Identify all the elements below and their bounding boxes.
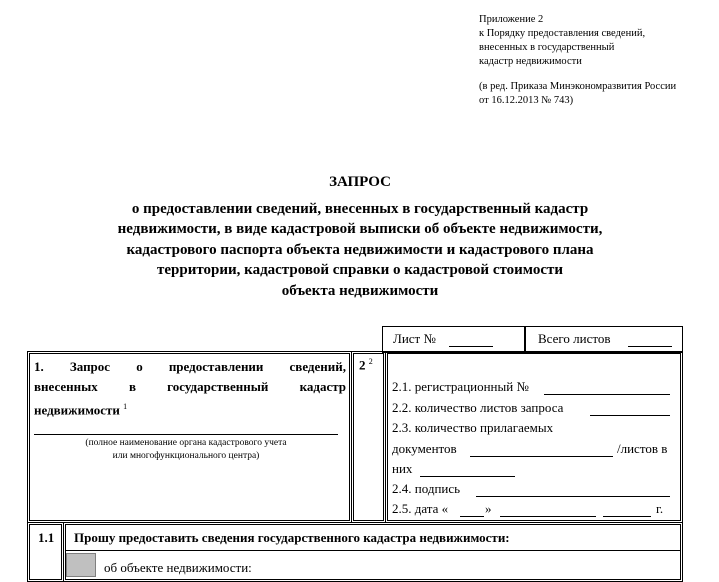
date-month-field[interactable] [500,516,596,517]
title-line: территории, кадастровой справки о кадастровой стоимости [157,262,563,278]
pages-field[interactable] [590,415,670,416]
footnote-mark: 2 [368,357,373,366]
decree-line: (в ред. Приказа Минэкономразвития России [479,81,677,92]
decree-line: от 16.12.2013 № 743) [479,95,574,106]
object-option-label: об объекте недвижимости: [104,560,252,575]
sheet-number-cell [382,326,525,353]
appendix-line: Приложение 2 [479,14,544,25]
title-line: кадастрового паспорта объекта недвижимости и кадастрового плана [126,241,594,258]
title-line: объекта недвижимости [281,282,439,299]
total-sheets-field[interactable] [628,346,672,347]
docs-label-3: них [392,461,413,476]
object-checkbox[interactable] [66,553,96,577]
section-1-1-heading: Прошу предоставить сведения государственного кадастра недвижимости: [74,530,510,545]
section-1-text [34,357,346,420]
date-prefix-label: 2.5. дата « [392,501,449,516]
section-2-number [359,357,373,373]
caption-line: (полное наименование органа кадастрового учета [85,438,287,448]
title-line: недвижимости, в виде кадастровой выписки об объекте недвижимости, [117,221,603,237]
title-main: ЗАПРОС [329,174,391,190]
section-1-line: недвижимости [34,402,120,418]
footnote-mark: 1 [123,402,128,411]
section-1-1-number: 1.1 [38,530,55,545]
docs-label-2b: /листов в [617,441,668,456]
date-day-field[interactable] [460,516,484,517]
date-suffix-label: г. [656,501,664,516]
reg-no-label: 2.1. регистрационный № [392,379,529,394]
date-mid-label: » [485,501,492,516]
appendix-line: кадастр недвижимости [479,56,582,67]
section-2-box [385,351,683,523]
organization-name-field[interactable] [34,434,338,435]
organization-caption [34,437,338,462]
reg-no-field[interactable] [544,394,670,395]
caption-line: или многофункционального центра) [112,450,260,461]
docs-label-2a: документов [392,441,457,456]
sheet-number-field[interactable] [449,346,493,347]
appendix-header [479,13,645,69]
appendix-line: к Порядку предоставления сведений, [479,28,646,39]
sheet-number-label: Лист № [393,331,436,346]
sign-label: 2.4. подпись [392,481,461,496]
pages-label: 2.2. количество листов запроса [392,400,564,415]
section-2-number-box [351,351,386,523]
section-1-1-divider [66,550,680,551]
title-line: о предоставлении сведений, внесенных в государственный кадастр [131,200,589,217]
total-sheets-cell [525,326,683,353]
docs-count-field[interactable] [470,456,613,457]
document-title [60,172,660,301]
date-year-field[interactable] [603,516,651,517]
section-1-line: 1. Запрос о предоставлении сведений, [34,359,346,374]
signature-field[interactable] [476,496,670,497]
appendix-line: внесенных в государственный [479,42,615,53]
total-sheets-label: Всего листов [538,331,611,346]
section-2-number-text: 2 [359,357,366,373]
section-1-line: внесенных в государственный кадастр [34,379,346,394]
docs-label-1: 2.3. количество прилагаемых [392,420,554,435]
decree-note [479,80,676,108]
docs-sheets-field[interactable] [420,476,515,477]
